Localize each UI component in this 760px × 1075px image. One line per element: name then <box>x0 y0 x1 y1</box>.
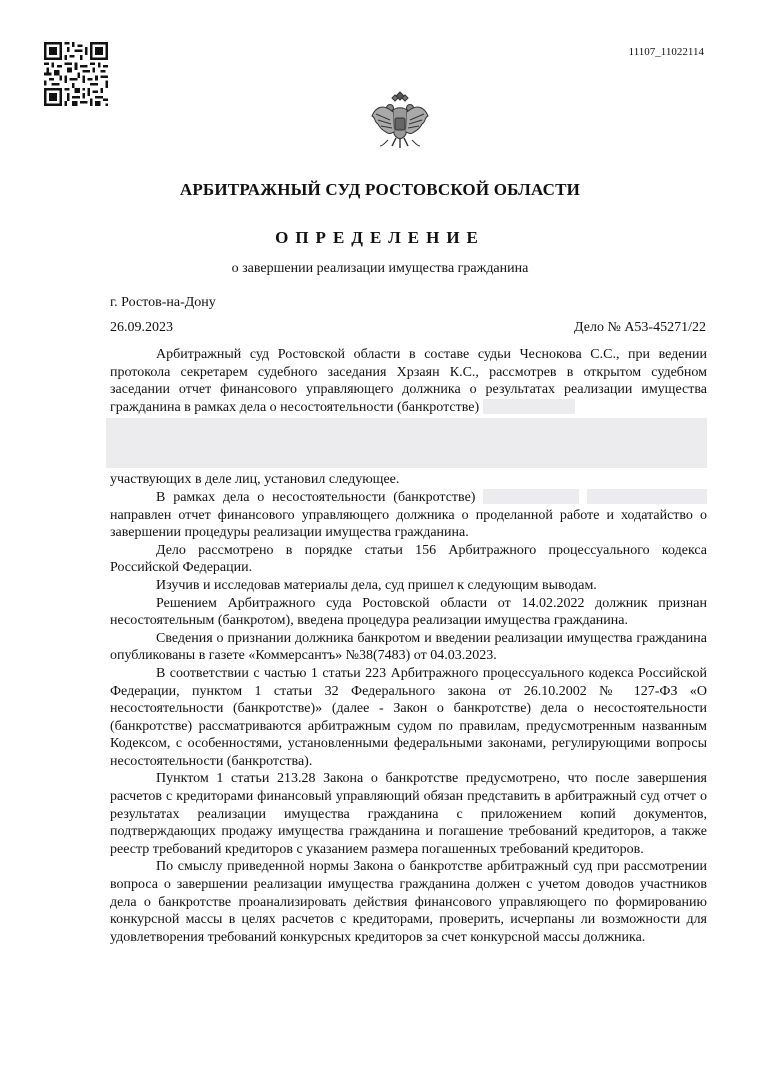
court-name: АРБИТРАЖНЫЙ СУД РОСТОВСКОЙ ОБЛАСТИ <box>179 180 581 199</box>
document-subject: о завершении реализации имущества гражданина <box>231 261 529 276</box>
paragraph: Решением Арбитражного суда Ростовской области от 14.02.2022 должник признан несостоятельным (банкротом), введена процедура реализации имущества гражданина. <box>110 595 707 629</box>
paragraph: Сведения о признании должника банкротом и введении реализации имущества гражданина опубликованы в газете «Коммерсантъ» №38(7483) от 04.03.2023. <box>110 630 707 664</box>
redaction <box>483 399 575 414</box>
paragraph: В соответствии с частью 1 статьи 223 Арбитражного процессуального кодекса Российской Федерации, пунктом 1 статьи 32 Федерального закона от 26.10.2002 № 127-ФЗ «О несостоятельности (банкротстве)» (далее - Закон о банкротстве) дела о несостоятельности (банкротстве) рассматриваются арбитражным судом по правилам, предусмотренным названным Кодексом, с особенностями, установленными федеральными законами, регулирующими вопросы несостоятельности (банкротства). <box>110 665 707 769</box>
redaction <box>483 489 579 504</box>
document-date: 26.09.2023 <box>110 320 173 335</box>
paragraph: Пунктом 1 статьи 213.28 Закона о банкротстве предусмотрено, что после завершения расчетов с кредиторами финансовый управляющий обязан представить в арбитражный суд отчет о результатах реализации имущества гражданина с приложением копий документов, подтверждающих продажу имущества гражданина и погашение требований кредиторов, а также реестр требований кредиторов с указанием размера погашенных требований кредиторов. <box>110 771 707 857</box>
paragraph: участвующих в деле лиц, установил следующее. <box>110 472 400 488</box>
paragraph <box>110 346 707 468</box>
city: г. Ростов-на-Дону <box>110 295 216 310</box>
paragraph-text: направлен отчет финансового управляющего должника о проделанной работе и ходатайство о завершении процедуры реализации имущества гражданина. <box>110 507 707 541</box>
paragraph: По смыслу приведенной нормы Закона о банкротстве арбитражный суд при рассмотрении вопроса о завершении реализации имущества гражданина должен с учетом доводов участников дела о банкротстве проанализировать действия финансового управляющего по формированию конкурсной массы в целях расчетов с кредиторами, проверить, исчерпаны ли возможности для удовлетворения требований конкурсных кредиторов за счет конкурсной массы должника. <box>110 859 707 945</box>
document-type: ОПРЕДЕЛЕНИЕ <box>275 228 485 247</box>
paragraph-text: В рамках дела о несостоятельности (банкротстве) <box>156 489 476 505</box>
case-number: Дело № А53-45271/22 <box>574 320 706 335</box>
paragraph <box>110 489 707 542</box>
paragraph: Дело рассмотрено в порядке статьи 156 Арбитражного процессуального кодекса Российской Федерации. <box>110 542 707 576</box>
coat-of-arms-icon <box>370 90 430 152</box>
redaction <box>106 418 707 468</box>
document-id: 11107_11022114 <box>628 46 704 58</box>
qr-code-icon <box>44 42 108 106</box>
document-body <box>110 346 707 946</box>
paragraph: Изучив и исследовав материалы дела, суд пришел к следующим выводам. <box>156 577 597 593</box>
paragraph-text: Арбитражный суд Ростовской области в составе судьи Чеснокова С.С., при ведении протокола секретарем судебного заседания Хрзаян К.С., рассмотрев в открытом судебном заседании отчет финансового управляющего должника о результатах реализации имущества гражданина в рамках дела о несостоятельности (банкротстве) <box>110 347 707 415</box>
redaction <box>615 489 707 504</box>
